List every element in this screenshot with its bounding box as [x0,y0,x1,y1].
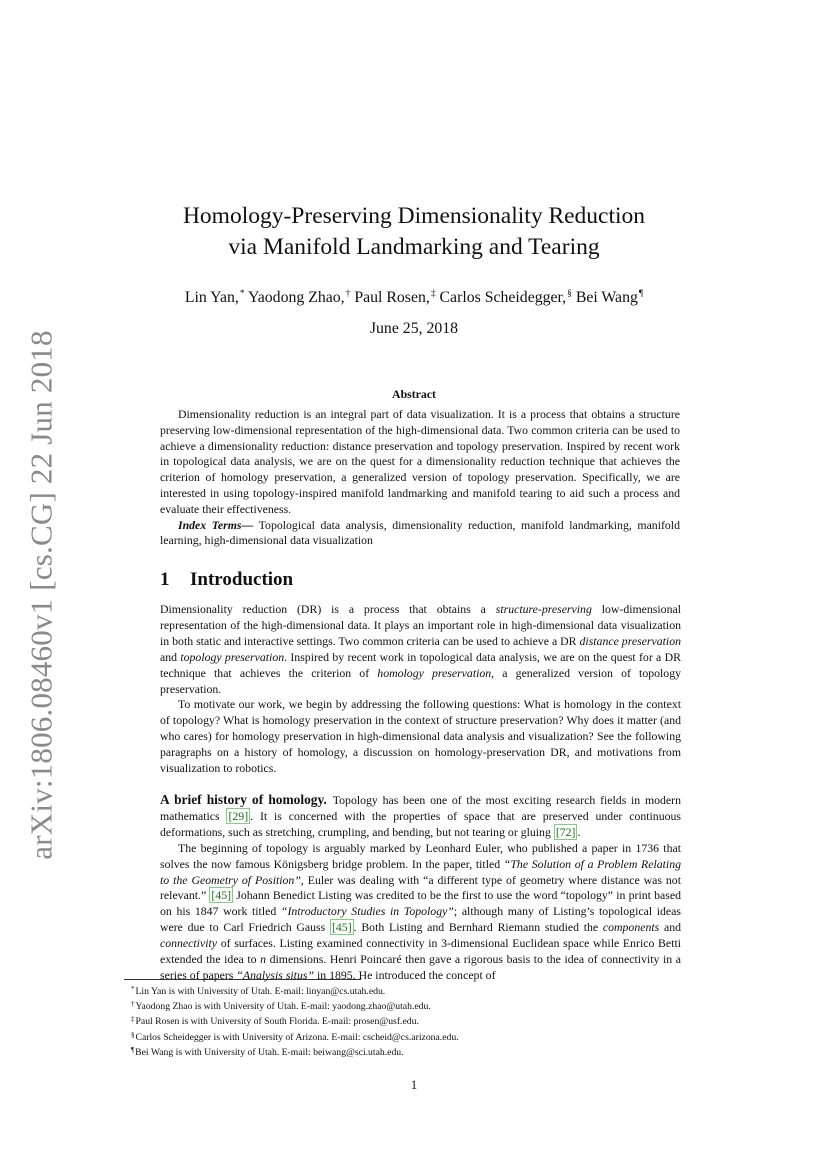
author: Bei Wang [575,289,638,306]
citation-link[interactable]: [29] [228,808,249,823]
citation-link[interactable]: [45] [331,920,352,935]
footnote-divider [124,979,361,980]
section-heading [160,569,293,591]
footnote: ‡Paul Rosen is with University of South Florida. E-mail: prosen@usf.edu. [131,1015,419,1028]
author-mark: † [345,289,351,299]
body-text [160,602,681,984]
paragraph: The beginning of topology is arguably marked by Leonhard Euler, who published a paper in 1736 that solves the now famous Königsberg bridge problem. In the paper, titled “The Solution of a Problem Relating to the Geometry of Position”, Euler was dealing with “a different type of geometry where distance was not relevant.” [45] Johann Benedict Listing was credited to be the first to use the word “topology” in print based on his 1847 work titled “Introductory Studies in Topology”; although many of Listing’s topological ideas were due to Carl Friedrich Gauss [45] . Both Listing and Bernhard Riemann studied the components and connectivity of surfaces. Listing examined connectivity in 3-dimensional Euclidean space while Enrico Betti extended the idea to n dimensions. Henri Poincaré then gave a rigorous basis to the idea of connectivity in a series of papers “Analysis situs” in 1895. He introduced the concept of [160,840,682,982]
author-list [0,289,828,307]
paragraph: A brief history of homology. Topology has been one of the most exciting research fields in modern mathematics [29] . It is concerned with the properties of space that are preserved under continuous deformations, such as stretching, crumpling, and bending, but not tearing or gluing [72] . [160,791,681,839]
author-mark: ‡ [430,289,436,299]
author-mark: ¶ [638,289,644,299]
citation-link[interactable]: [72] [555,824,576,839]
author-mark: § [567,289,572,299]
paper-title [0,201,828,263]
abstract-body [160,407,680,549]
abstract-text: Dimensionality reduction is an integral part of data visualization. It is a process that obtains a structure preserving low-dimensional representation of the high-dimensional data. Two common criteria can be used to achieve a dimensionality reduction: distance preservation and topology preservation. Inspired by recent work in topological data analysis, we are on the quest for a dimensionality reduction technique that achieves the criterion of homology preservation, a generalized version of topology preservation. Specifically, we are interested in using topology-inspired manifold landmarking and manifold tearing to aid such a process and evaluate their effectiveness. [160,407,680,516]
footnote: *Lin Yan is with University of Utah. E-mail: linyan@cs.utah.edu. [131,985,386,997]
author: Yaodong Zhao, [247,289,345,306]
publication-date: June 25, 2018 [369,320,459,337]
author-mark: * [239,289,245,299]
title-line-1: Homology-Preserving Dimensionality Reduction [182,203,646,229]
paragraph-heading: A brief history of homology. [160,791,327,807]
index-terms [160,518,680,550]
arxiv-identifier-stamp [22,330,62,860]
section-number: 1 [160,569,170,590]
paragraph: To motivate our work, we begin by addressing the following questions: What is homology in the context of topology? What is homology preservation in the context of structure preservation? Why does it matter (and who cares) for homology preservation in high-dimensional data analysis and visualization? See the following paragraphs on a history of homology, a discussion on homology-preservation DR, and motivations from visualization to robotics. [160,697,681,776]
index-terms-text: Topological data analysis, dimensionality reduction, manifold landmarking, manifold learning, high-dimensional data visualization [160,517,680,548]
author: Carlos Scheidegger, [439,289,567,306]
page-number: 1 [410,1077,418,1092]
paragraph: Dimensionality reduction (DR) is a process that obtains a structure-preserving low-dimensional representation of the high-dimensional data. It plays an important role in high-dimensional data visualization in both static and interactive settings. Two common criteria can be used to achieve a DR distance preservation and topology preservation. Inspired by recent work in topological data analysis, we are on the quest for a DR technique that achieves the criterion of homology preservation, a generalized version of topology preservation. [160,602,681,696]
footnote: §Carlos Scheidegger is with University of Arizona. E-mail: cscheid@cs.arizona.edu. [131,1030,459,1043]
abstract-heading: Abstract [392,387,436,401]
author: Paul Rosen, [354,289,430,306]
section-title: Introduction [190,569,294,590]
author: Lin Yan, [184,289,239,306]
footnotes [131,983,459,1059]
arxiv-identifier: arXiv:1806.08460v1 [cs.CG] 22 Jun 2018 [24,330,59,860]
title-line-2: via Manifold Landmarking and Tearing [228,234,600,260]
citation-link[interactable]: [45] [211,888,232,903]
index-terms-label: Index Terms— [178,517,254,532]
footnote: ¶Bei Wang is with University of Utah. E-mail: beiwang@sci.utah.edu. [131,1045,404,1058]
footnote: †Yaodong Zhao is with University of Utah. E-mail: yaodong.zhao@utah.edu. [131,1000,431,1013]
